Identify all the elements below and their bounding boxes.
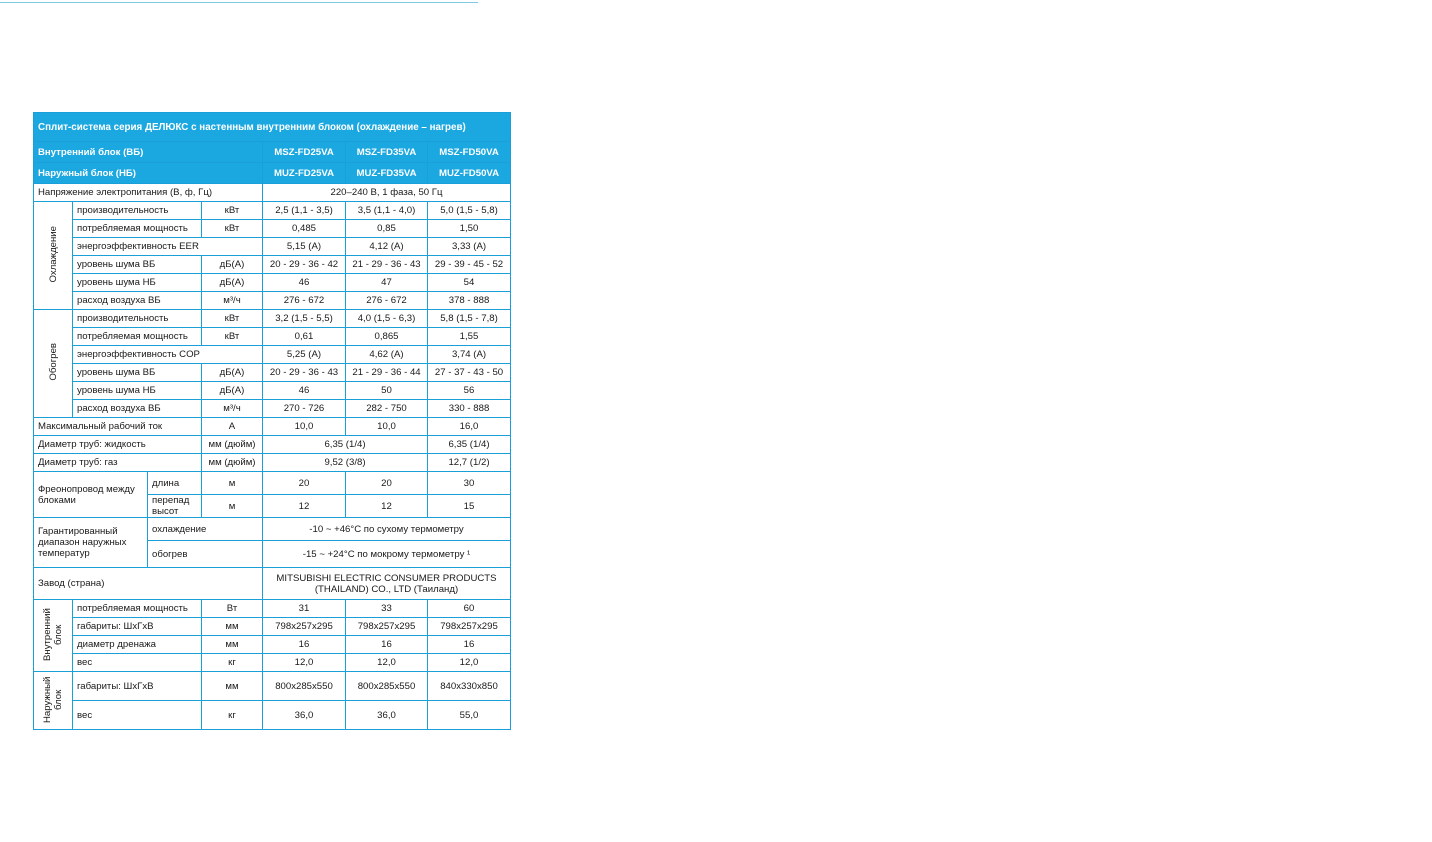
indoor-models-row bbox=[34, 142, 511, 163]
cell-value: 15 bbox=[428, 495, 511, 518]
cell-value: 20 - 29 - 36 - 43 bbox=[263, 364, 346, 382]
unit: кВт bbox=[202, 310, 263, 328]
cell-value: 4,62 (A) bbox=[346, 346, 428, 364]
cell-value: 330 - 888 bbox=[428, 400, 511, 418]
cell-value: 9,52 (3/8) bbox=[263, 454, 428, 472]
cell-value: 30 bbox=[428, 472, 511, 495]
row-label: потребляемая мощность bbox=[73, 600, 202, 618]
cell-value: 21 - 29 - 36 - 43 bbox=[346, 256, 428, 274]
cooling-row bbox=[34, 238, 511, 256]
row-label: уровень шума НБ bbox=[73, 382, 202, 400]
unit: дБ(А) bbox=[202, 364, 263, 382]
table-title: Сплит-система серия ДЕЛЮКС с настенным внутренним блоком (охлаждение – нагрев) bbox=[34, 113, 511, 142]
cell-value: 10,0 bbox=[346, 418, 428, 436]
cell-value: 4,0 (1,5 - 6,3) bbox=[346, 310, 428, 328]
unit: м bbox=[202, 495, 263, 518]
indoor-model: MSZ-FD50VA bbox=[428, 142, 511, 163]
cell-value: 5,0 (1,5 - 5,8) bbox=[428, 202, 511, 220]
cell-value: 6,35 (1/4) bbox=[428, 436, 511, 454]
row-label: потребляемая мощность bbox=[73, 220, 202, 238]
cell-value: 276 - 672 bbox=[263, 292, 346, 310]
row-label: вес bbox=[73, 654, 202, 672]
row-label: габариты: ШхГхВ bbox=[73, 672, 202, 701]
cooling-row bbox=[34, 292, 511, 310]
heating-row bbox=[34, 346, 511, 364]
heating-row bbox=[34, 328, 511, 346]
row-label: потребляемая мощность bbox=[73, 328, 202, 346]
cell-value: 20 bbox=[346, 472, 428, 495]
pipe-liquid-row bbox=[34, 436, 511, 454]
row-label: производительность bbox=[73, 310, 202, 328]
row-label: уровень шума ВБ bbox=[73, 364, 202, 382]
unit: м bbox=[202, 472, 263, 495]
heating-row bbox=[34, 400, 511, 418]
indoor-unit-group-label: Внутренний блок bbox=[34, 600, 73, 672]
max-current-row bbox=[34, 418, 511, 436]
cell-value: 6,35 (1/4) bbox=[263, 436, 428, 454]
cell-value: 276 - 672 bbox=[346, 292, 428, 310]
freon-label: Фреонопровод между блоками bbox=[34, 472, 148, 518]
cell-value: 36,0 bbox=[346, 701, 428, 730]
row-label: перепад высот bbox=[148, 495, 202, 518]
cell-value: 31 bbox=[263, 600, 346, 618]
indoor-unit-row bbox=[34, 600, 511, 618]
unit: кг bbox=[202, 654, 263, 672]
unit: кВт bbox=[202, 328, 263, 346]
heating-row bbox=[34, 310, 511, 328]
temp-range-label: Гарантированный диапазон наружных температур bbox=[34, 518, 148, 568]
freon-row bbox=[34, 472, 511, 495]
cell-value: 36,0 bbox=[263, 701, 346, 730]
cell-value: 798x257x295 bbox=[263, 618, 346, 636]
cell-value: 840x330x850 bbox=[428, 672, 511, 701]
cell-value: 270 - 726 bbox=[263, 400, 346, 418]
cell-value: 60 bbox=[428, 600, 511, 618]
cell-value: 2,5 (1,1 - 3,5) bbox=[263, 202, 346, 220]
outdoor-model: MUZ-FD50VA bbox=[428, 163, 511, 184]
row-label: охлаждение bbox=[148, 518, 263, 541]
cooling-group-label: Охлаждение bbox=[34, 202, 73, 310]
row-label: энергоэффективность EER bbox=[73, 238, 263, 256]
cell-value: 378 - 888 bbox=[428, 292, 511, 310]
unit: кВт bbox=[202, 220, 263, 238]
cell-value: -10 ~ +46°С по сухому термометру bbox=[263, 518, 511, 541]
indoor-model: MSZ-FD35VA bbox=[346, 142, 428, 163]
cell-value: 800x285x550 bbox=[346, 672, 428, 701]
cell-value: 1,50 bbox=[428, 220, 511, 238]
unit: мм (дюйм) bbox=[202, 454, 263, 472]
cell-value: 10,0 bbox=[263, 418, 346, 436]
cooling-row bbox=[34, 220, 511, 238]
cell-value: 0,865 bbox=[346, 328, 428, 346]
unit: мм bbox=[202, 636, 263, 654]
row-label: Напряжение электропитания (В, ф, Гц) bbox=[34, 184, 263, 202]
row-label: уровень шума НБ bbox=[73, 274, 202, 292]
unit: дБ(А) bbox=[202, 256, 263, 274]
cell-value: 5,25 (A) bbox=[263, 346, 346, 364]
row-label: Диаметр труб: жидкость bbox=[34, 436, 202, 454]
cell-value: 4,12 (A) bbox=[346, 238, 428, 256]
cell-value: 1,55 bbox=[428, 328, 511, 346]
cell-value: 16 bbox=[346, 636, 428, 654]
row-label: производительность bbox=[73, 202, 202, 220]
cooling-row bbox=[34, 256, 511, 274]
unit: мм bbox=[202, 618, 263, 636]
cell-value: 33 bbox=[346, 600, 428, 618]
cell-value: 50 bbox=[346, 382, 428, 400]
cell-value: 3,33 (A) bbox=[428, 238, 511, 256]
cell-value: 46 bbox=[263, 382, 346, 400]
cell-value: 56 bbox=[428, 382, 511, 400]
row-label: габариты: ШхГхВ bbox=[73, 618, 202, 636]
unit: кг bbox=[202, 701, 263, 730]
outdoor-unit-row bbox=[34, 701, 511, 730]
cell-value: 5,15 (A) bbox=[263, 238, 346, 256]
unit: мм bbox=[202, 672, 263, 701]
row-label: энергоэффективность COP bbox=[73, 346, 263, 364]
unit: м³/ч bbox=[202, 400, 263, 418]
unit: кВт bbox=[202, 202, 263, 220]
temp-range-row bbox=[34, 518, 511, 541]
power-supply-row bbox=[34, 184, 511, 202]
outdoor-model: MUZ-FD25VA bbox=[263, 163, 346, 184]
row-label: расход воздуха ВБ bbox=[73, 400, 202, 418]
cell-value: 12,0 bbox=[263, 654, 346, 672]
row-label: обогрев bbox=[148, 541, 263, 568]
unit: Вт bbox=[202, 600, 263, 618]
cell-value: 54 bbox=[428, 274, 511, 292]
cell-value: 21 - 29 - 36 - 44 bbox=[346, 364, 428, 382]
unit: м³/ч bbox=[202, 292, 263, 310]
cell-value: 46 bbox=[263, 274, 346, 292]
row-label: Диаметр труб: газ bbox=[34, 454, 202, 472]
cell-value: 20 - 29 - 36 - 42 bbox=[263, 256, 346, 274]
unit: А bbox=[202, 418, 263, 436]
indoor-unit-row bbox=[34, 654, 511, 672]
cell-value: 27 - 37 - 43 - 50 bbox=[428, 364, 511, 382]
cell-value: 16,0 bbox=[428, 418, 511, 436]
unit: мм (дюйм) bbox=[202, 436, 263, 454]
cell-value: 47 bbox=[346, 274, 428, 292]
outdoor-unit-row bbox=[34, 672, 511, 701]
indoor-unit-row bbox=[34, 618, 511, 636]
cell-value: 12 bbox=[346, 495, 428, 518]
row-label: длина bbox=[148, 472, 202, 495]
row-label: вес bbox=[73, 701, 202, 730]
outdoor-model: MUZ-FD35VA bbox=[346, 163, 428, 184]
heating-row bbox=[34, 382, 511, 400]
cell-value: 800x285x550 bbox=[263, 672, 346, 701]
cell-value: 3,2 (1,5 - 5,5) bbox=[263, 310, 346, 328]
pipe-gas-row bbox=[34, 454, 511, 472]
cell-value: 3,74 (A) bbox=[428, 346, 511, 364]
cooling-row bbox=[34, 202, 511, 220]
cell-value: 282 - 750 bbox=[346, 400, 428, 418]
cell-value: -15 ~ +24°С по мокрому термометру ¹ bbox=[263, 541, 511, 568]
top-divider-line bbox=[0, 2, 478, 3]
table-title-row bbox=[34, 113, 511, 142]
heating-row bbox=[34, 364, 511, 382]
factory-row bbox=[34, 568, 511, 600]
indoor-label: Внутренний блок (ВБ) bbox=[34, 142, 263, 163]
indoor-model: MSZ-FD25VA bbox=[263, 142, 346, 163]
unit: дБ(А) bbox=[202, 274, 263, 292]
cell-value: 12,0 bbox=[346, 654, 428, 672]
outdoor-label: Наружный блок (НБ) bbox=[34, 163, 263, 184]
unit: дБ(А) bbox=[202, 382, 263, 400]
cell-value: 12 bbox=[263, 495, 346, 518]
cell-value: 55,0 bbox=[428, 701, 511, 730]
cell-value: 16 bbox=[263, 636, 346, 654]
cell-value: 0,485 bbox=[263, 220, 346, 238]
heating-group-label: Обогрев bbox=[34, 310, 73, 418]
cell-value: 16 bbox=[428, 636, 511, 654]
row-label: Завод (страна) bbox=[34, 568, 263, 600]
cell-value: 0,61 bbox=[263, 328, 346, 346]
cell-value: 12,7 (1/2) bbox=[428, 454, 511, 472]
outdoor-models-row bbox=[34, 163, 511, 184]
cell-value: 29 - 39 - 45 - 52 bbox=[428, 256, 511, 274]
row-label: Максимальный рабочий ток bbox=[34, 418, 202, 436]
cell-value: 12,0 bbox=[428, 654, 511, 672]
cell-value: 798x257x295 bbox=[428, 618, 511, 636]
row-label: диаметр дренажа bbox=[73, 636, 202, 654]
cell-value: MITSUBISHI ELECTRIC CONSUMER PRODUCTS (THAILAND) CO., LTD (Таиланд) bbox=[263, 568, 511, 600]
row-label: расход воздуха ВБ bbox=[73, 292, 202, 310]
outdoor-unit-group-label: Наружный блок bbox=[34, 672, 73, 730]
cooling-row bbox=[34, 274, 511, 292]
cell-value: 798x257x295 bbox=[346, 618, 428, 636]
cell-value: 0,85 bbox=[346, 220, 428, 238]
indoor-unit-row bbox=[34, 636, 511, 654]
cell-value: 220–240 В, 1 фаза, 50 Гц bbox=[263, 184, 511, 202]
row-label: уровень шума ВБ bbox=[73, 256, 202, 274]
cell-value: 20 bbox=[263, 472, 346, 495]
spec-table bbox=[33, 112, 511, 730]
cell-value: 5,8 (1,5 - 7,8) bbox=[428, 310, 511, 328]
cell-value: 3,5 (1,1 - 4,0) bbox=[346, 202, 428, 220]
